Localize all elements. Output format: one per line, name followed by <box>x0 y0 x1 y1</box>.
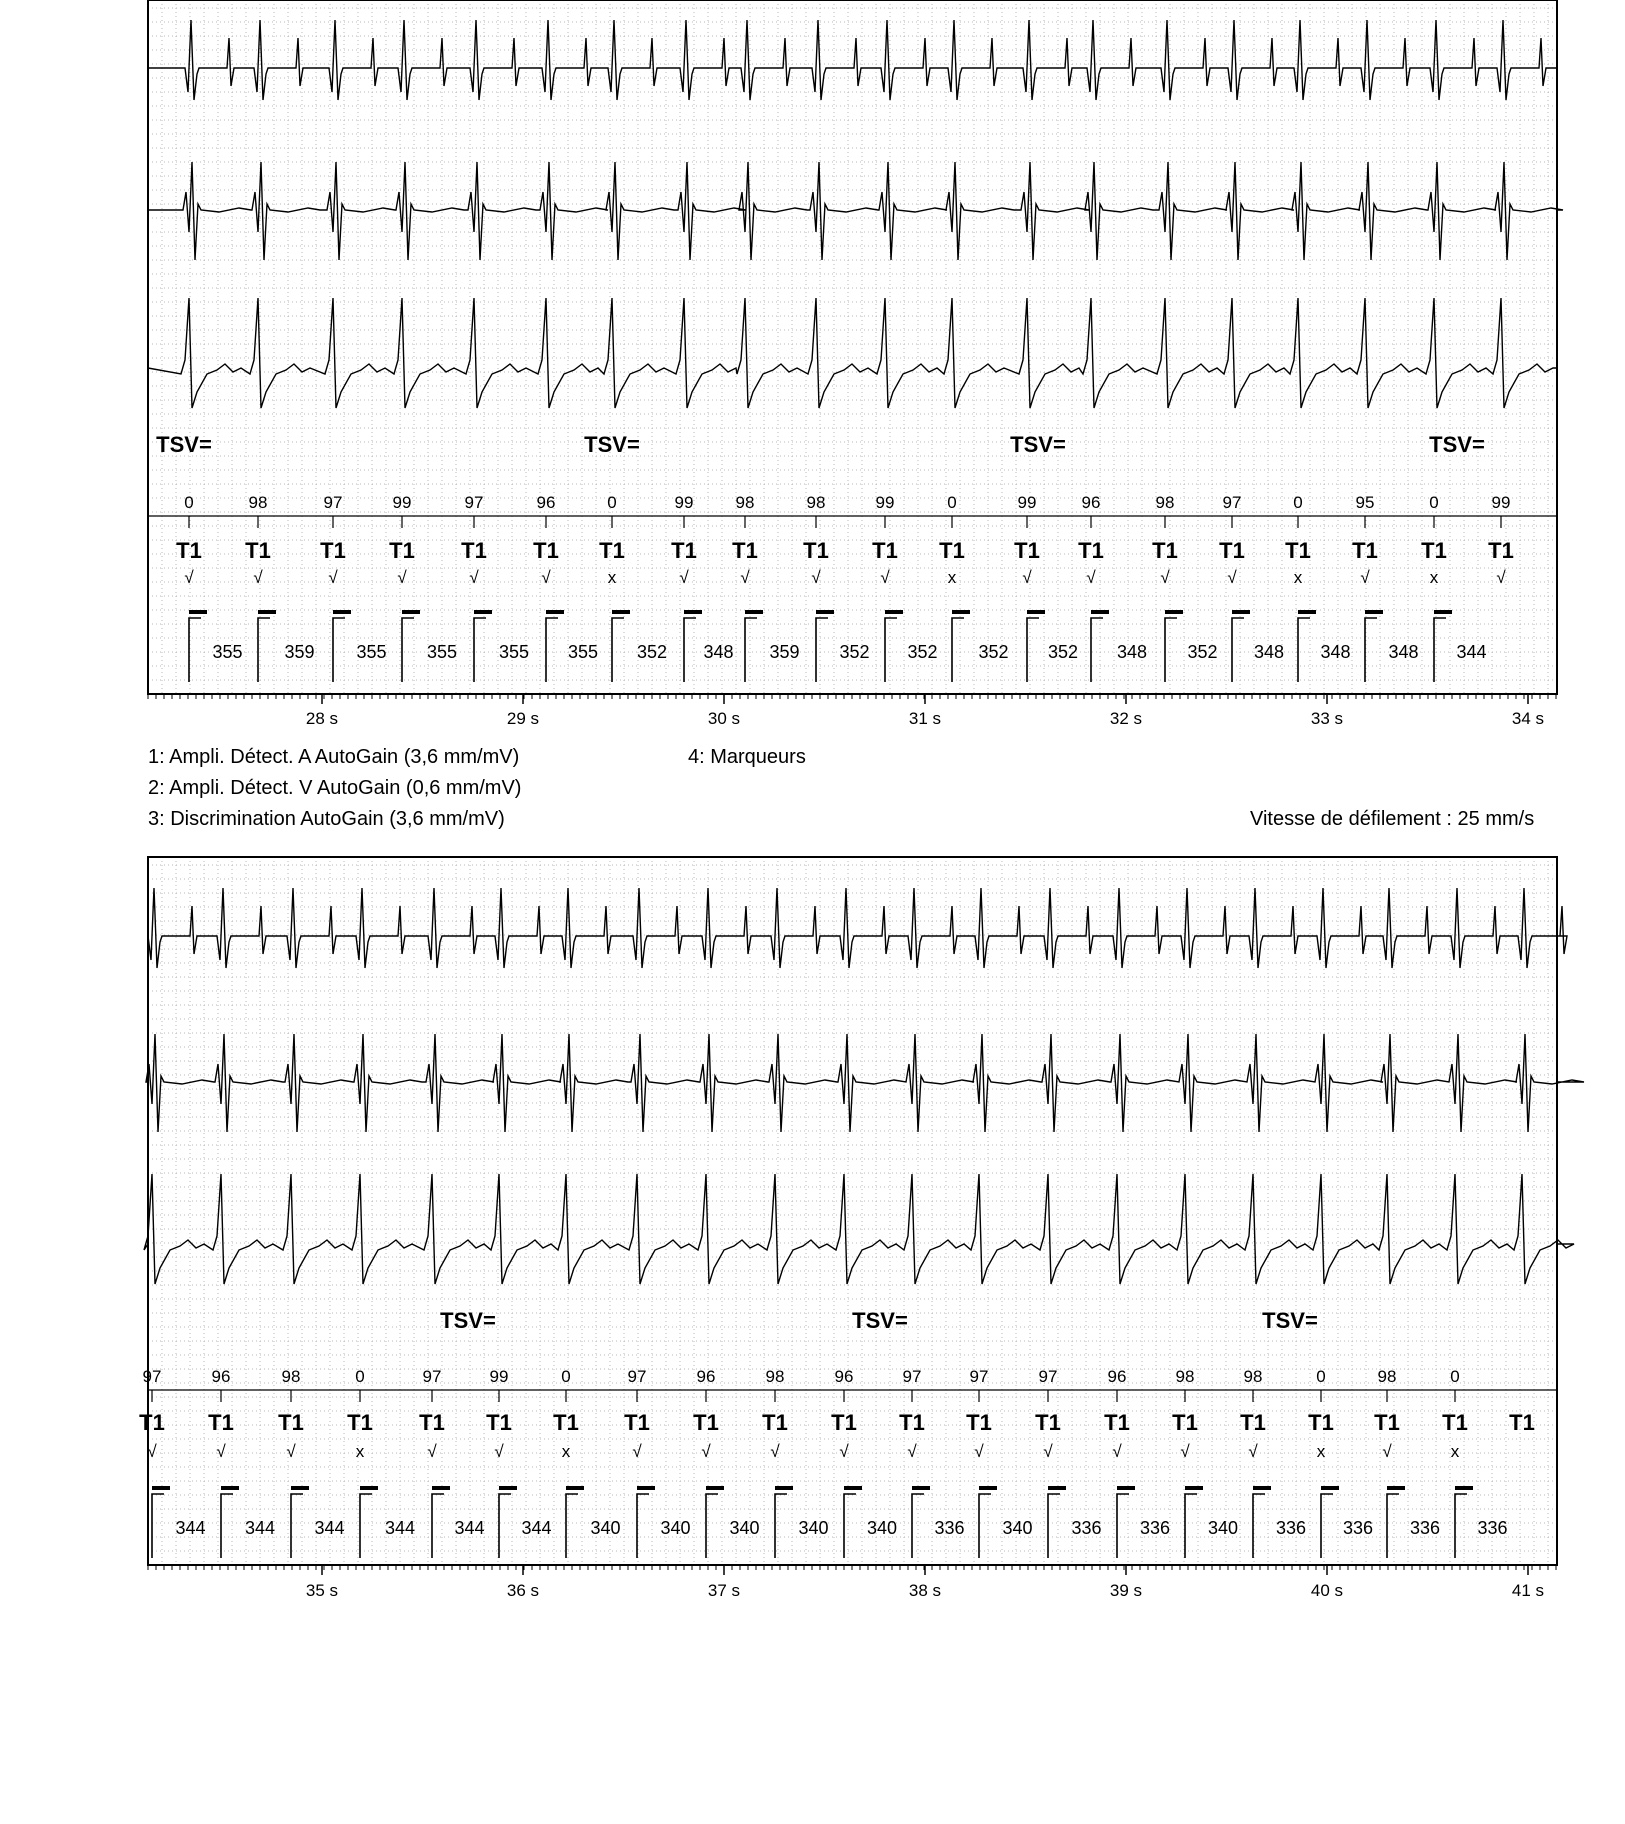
tsv-label: TSV= <box>584 432 640 457</box>
interval-value: 355 <box>356 642 387 662</box>
marker-check: √ <box>701 1442 711 1461</box>
interval-value: 340 <box>660 1518 691 1538</box>
marker-label: T1 <box>762 1410 788 1435</box>
marker-label: T1 <box>899 1410 925 1435</box>
marker-label: T1 <box>245 538 271 563</box>
marker-check: x <box>1450 1442 1460 1461</box>
marker-label: T1 <box>320 538 346 563</box>
marker-number: 97 <box>902 1367 922 1386</box>
marker-label: T1 <box>1352 538 1378 563</box>
time-tick-label: 33 s <box>1310 709 1344 728</box>
interval-value: 340 <box>1002 1518 1033 1538</box>
interval-value: 340 <box>798 1518 829 1538</box>
marker-number: 97 <box>142 1367 162 1386</box>
marker-label: T1 <box>1488 538 1514 563</box>
marker-check: √ <box>632 1442 642 1461</box>
interval-value: 348 <box>1116 642 1148 662</box>
legend-channel-4: 4: Marqueurs <box>688 746 806 768</box>
marker-number: 98 <box>1175 1367 1195 1386</box>
time-tick-label: 37 s <box>707 1581 741 1600</box>
interval-value: 344 <box>244 1518 276 1538</box>
marker-label: T1 <box>1014 538 1040 563</box>
marker-check: √ <box>427 1442 437 1461</box>
marker-check: √ <box>1227 568 1237 587</box>
interval-value: 348 <box>1388 642 1419 662</box>
marker-number: 97 <box>1038 1367 1058 1386</box>
marker-check: √ <box>1248 1442 1258 1461</box>
legend-channel-2: 2: Ampli. Détect. V AutoGain (0,6 mm/mV) <box>148 777 522 799</box>
marker-label: T1 <box>347 1410 373 1435</box>
marker-check: √ <box>770 1442 780 1461</box>
interval-value: 344 <box>314 1518 345 1538</box>
marker-number: 0 <box>561 1367 571 1386</box>
marker-check: √ <box>147 1442 157 1461</box>
marker-check: √ <box>907 1442 917 1461</box>
strip-background <box>148 0 1557 694</box>
marker-check: x <box>1293 568 1303 587</box>
marker-label: T1 <box>1285 538 1311 563</box>
interval-value: 359 <box>769 642 800 662</box>
marker-number: 99 <box>392 493 412 512</box>
marker-label: T1 <box>732 538 758 563</box>
tsv-label: TSV= <box>156 432 212 457</box>
marker-number: 95 <box>1355 493 1375 512</box>
interval-value: 340 <box>590 1518 621 1538</box>
time-tick-label: 36 s <box>506 1581 540 1600</box>
marker-label: T1 <box>1442 1410 1468 1435</box>
marker-number: 99 <box>1491 493 1511 512</box>
interval-value: 352 <box>839 642 870 662</box>
marker-number: 0 <box>1293 493 1303 512</box>
marker-number: 98 <box>806 493 826 512</box>
marker-label: T1 <box>1219 538 1245 563</box>
time-tick-label: 41 s <box>1511 1581 1545 1600</box>
marker-label: T1 <box>966 1410 992 1435</box>
marker-number: 97 <box>422 1367 442 1386</box>
interval-value: 340 <box>1207 1518 1239 1538</box>
interval-value: 355 <box>426 642 458 662</box>
legend-channel-3: 3: Discrimination AutoGain (3,6 mm/mV) <box>148 808 505 830</box>
marker-number: 97 <box>969 1367 989 1386</box>
marker-check: √ <box>216 1442 226 1461</box>
interval-value: 336 <box>1409 1518 1441 1538</box>
marker-number: 0 <box>947 493 957 512</box>
marker-check: √ <box>184 568 194 587</box>
tsv-label: TSV= <box>440 1308 496 1333</box>
strip-1 <box>148 0 1563 728</box>
marker-label: T1 <box>1078 538 1104 563</box>
tsv-label: TSV= <box>1262 1308 1318 1333</box>
marker-check: √ <box>839 1442 849 1461</box>
marker-label: T1 <box>176 538 202 563</box>
marker-check: √ <box>1360 568 1370 587</box>
interval-value: 348 <box>703 642 734 662</box>
marker-number: 98 <box>735 493 755 512</box>
marker-check: √ <box>1086 568 1096 587</box>
marker-number: 97 <box>323 493 343 512</box>
marker-check: √ <box>1112 1442 1122 1461</box>
interval-value: 340 <box>866 1518 898 1538</box>
marker-check: x <box>561 1442 571 1461</box>
interval-value: 336 <box>1275 1518 1307 1538</box>
interval-value: 352 <box>1187 642 1218 662</box>
marker-number: 0 <box>607 493 617 512</box>
marker-check: √ <box>541 568 551 587</box>
marker-label: T1 <box>461 538 487 563</box>
marker-label: T1 <box>1421 538 1447 563</box>
marker-number: 99 <box>674 493 694 512</box>
interval-value: 352 <box>907 642 938 662</box>
time-tick-label: 30 s <box>707 709 741 728</box>
interval-value: 336 <box>1139 1518 1171 1538</box>
marker-number: 99 <box>489 1367 509 1386</box>
marker-label: T1 <box>803 538 829 563</box>
marker-check: √ <box>286 1442 296 1461</box>
marker-check: √ <box>1382 1442 1392 1461</box>
marker-number: 0 <box>355 1367 365 1386</box>
marker-number: 97 <box>627 1367 647 1386</box>
tsv-label: TSV= <box>1010 432 1066 457</box>
marker-check: √ <box>1160 568 1170 587</box>
marker-check: √ <box>1022 568 1032 587</box>
interval-value: 355 <box>498 642 530 662</box>
marker-label: T1 <box>1172 1410 1198 1435</box>
marker-label: T1 <box>671 538 697 563</box>
marker-number: 98 <box>765 1367 785 1386</box>
interval-value: 348 <box>1320 642 1351 662</box>
time-tick-label: 28 s <box>305 709 339 728</box>
marker-check: √ <box>974 1442 984 1461</box>
interval-value: 336 <box>934 1518 965 1538</box>
marker-check: √ <box>1180 1442 1190 1461</box>
marker-label: T1 <box>1240 1410 1266 1435</box>
marker-label: T1 <box>553 1410 579 1435</box>
time-tick-label: 29 s <box>506 709 540 728</box>
interval-value: 352 <box>978 642 1009 662</box>
marker-number: 96 <box>834 1367 854 1386</box>
marker-label: T1 <box>624 1410 650 1435</box>
interval-value: 336 <box>1071 1518 1102 1538</box>
interval-value: 352 <box>636 642 668 662</box>
marker-label: T1 <box>486 1410 512 1435</box>
marker-label: T1 <box>1152 538 1178 563</box>
interval-value: 359 <box>284 642 315 662</box>
marker-label: T1 <box>872 538 898 563</box>
marker-number: 96 <box>536 493 556 512</box>
marker-check: √ <box>469 568 479 587</box>
marker-check: x <box>947 568 957 587</box>
marker-label: T1 <box>599 538 625 563</box>
marker-label: T1 <box>533 538 559 563</box>
marker-number: 96 <box>1081 493 1101 512</box>
interval-value: 344 <box>384 1518 416 1538</box>
interval-value: 352 <box>1047 642 1079 662</box>
marker-number: 98 <box>1155 493 1175 512</box>
interval-value: 344 <box>175 1518 206 1538</box>
marker-label: T1 <box>419 1410 445 1435</box>
time-tick-label: 39 s <box>1109 1581 1143 1600</box>
marker-label: T1 <box>1374 1410 1400 1435</box>
time-tick-label: 40 s <box>1310 1581 1344 1600</box>
marker-check: √ <box>328 568 338 587</box>
marker-label: T1 <box>1035 1410 1061 1435</box>
marker-check: √ <box>679 568 689 587</box>
marker-number: 96 <box>1107 1367 1127 1386</box>
marker-number: 96 <box>696 1367 716 1386</box>
marker-label: T1 <box>139 1410 165 1435</box>
interval-value: 355 <box>212 642 243 662</box>
interval-value: 336 <box>1477 1518 1508 1538</box>
marker-label: T1 <box>278 1410 304 1435</box>
marker-check: √ <box>811 568 821 587</box>
marker-label: T1 <box>1509 1410 1535 1435</box>
marker-label: T1 <box>1104 1410 1130 1435</box>
interval-value: 336 <box>1342 1518 1374 1538</box>
marker-check: x <box>1429 568 1439 587</box>
interval-value: 344 <box>1456 642 1487 662</box>
time-tick-label: 32 s <box>1109 709 1143 728</box>
marker-number: 97 <box>464 493 484 512</box>
marker-check: √ <box>397 568 407 587</box>
marker-number: 98 <box>1377 1367 1397 1386</box>
marker-label: T1 <box>389 538 415 563</box>
interval-value: 344 <box>454 1518 485 1538</box>
marker-number: 0 <box>1450 1367 1460 1386</box>
interval-value: 348 <box>1253 642 1285 662</box>
interval-value: 340 <box>729 1518 760 1538</box>
interval-value: 344 <box>521 1518 552 1538</box>
marker-check: √ <box>880 568 890 587</box>
marker-check: x <box>355 1442 365 1461</box>
tsv-label: TSV= <box>1429 432 1485 457</box>
marker-number: 98 <box>248 493 268 512</box>
legend-channel-1: 1: Ampli. Détect. A AutoGain (3,6 mm/mV) <box>148 746 520 768</box>
marker-number: 96 <box>211 1367 231 1386</box>
tsv-label: TSV= <box>852 1308 908 1333</box>
marker-label: T1 <box>1308 1410 1334 1435</box>
marker-number: 0 <box>1429 493 1439 512</box>
marker-check: √ <box>1043 1442 1053 1461</box>
scroll-speed: Vitesse de défilement : 25 mm/s <box>1250 808 1535 830</box>
marker-number: 0 <box>1316 1367 1326 1386</box>
marker-label: T1 <box>831 1410 857 1435</box>
marker-number: 99 <box>875 493 895 512</box>
marker-label: T1 <box>208 1410 234 1435</box>
marker-check: √ <box>253 568 263 587</box>
marker-number: 0 <box>184 493 194 512</box>
strip-2 <box>139 857 1584 1600</box>
marker-number: 99 <box>1017 493 1037 512</box>
marker-check: x <box>607 568 617 587</box>
marker-label: T1 <box>939 538 965 563</box>
time-tick-label: 31 s <box>908 709 942 728</box>
marker-check: √ <box>1496 568 1506 587</box>
marker-number: 97 <box>1222 493 1242 512</box>
time-tick-label: 35 s <box>305 1581 339 1600</box>
marker-number: 98 <box>1243 1367 1263 1386</box>
marker-check: √ <box>740 568 750 587</box>
marker-check: x <box>1316 1442 1326 1461</box>
marker-number: 98 <box>281 1367 301 1386</box>
marker-check: √ <box>494 1442 504 1461</box>
time-tick-label: 34 s <box>1511 709 1545 728</box>
time-tick-label: 38 s <box>908 1581 942 1600</box>
interval-value: 355 <box>567 642 599 662</box>
marker-label: T1 <box>693 1410 719 1435</box>
